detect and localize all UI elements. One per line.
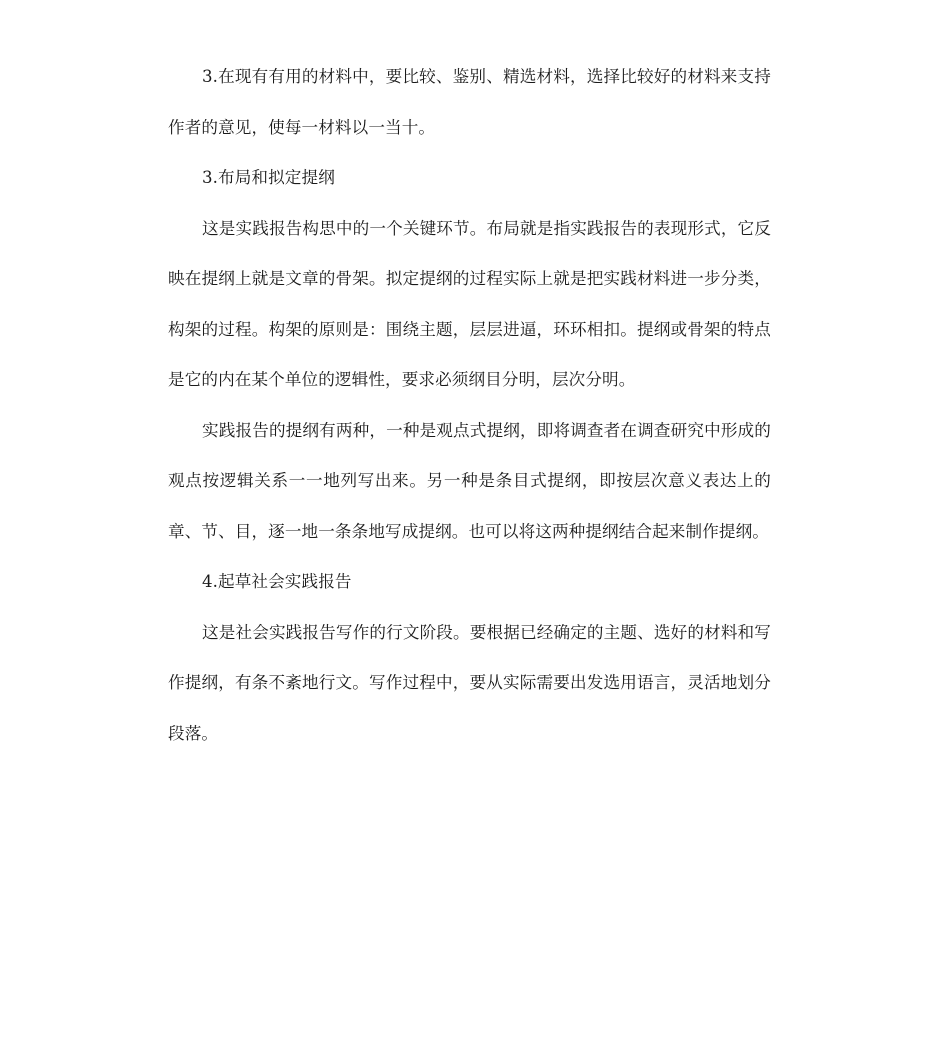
paragraph-drafting-stage: 这是社会实践报告写作的行文阶段。要根据已经确定的主题、选好的材料和写作提纲，有条不紊地行文。写作过程中，要从实际需要出发选用语言，灵活地划分段落。 [168, 622, 771, 743]
document-body [168, 52, 771, 759]
paragraph-layout-description: 这是实践报告构思中的一个关键环节。布局就是指实践报告的表现形式，它反映在提纲上就是文章的骨架。拟定提纲的过程实际上就是把实践材料进一步分类，构架的过程。构架的原则是：围绕主题，层层进逼，环环相扣。提纲或骨架的特点是它的内在某个单位的逻辑性，要求必须纲目分明，层次分明。 [168, 218, 771, 389]
paragraph-material-selection: 3.在现有有用的材料中，要比较、鉴别、精选材料，选择比较好的材料来支持作者的意见，使每一材料以一当十。 [168, 67, 771, 137]
section-heading-outline: 3.布局和拟定提纲 [202, 168, 335, 187]
paragraph-outline-types: 实践报告的提纲有两种，一种是观点式提纲，即将调查者在调查研究中形成的观点按逻辑关系一一地列写出来。另一种是条目式提纲，即按层次意义表达上的章、节、目，逐一地一条条地写成提纲。也可以将这两种提纲结合起来制作提纲。 [168, 420, 771, 541]
section-heading-drafting: 4.起草社会实践报告 [202, 572, 352, 591]
